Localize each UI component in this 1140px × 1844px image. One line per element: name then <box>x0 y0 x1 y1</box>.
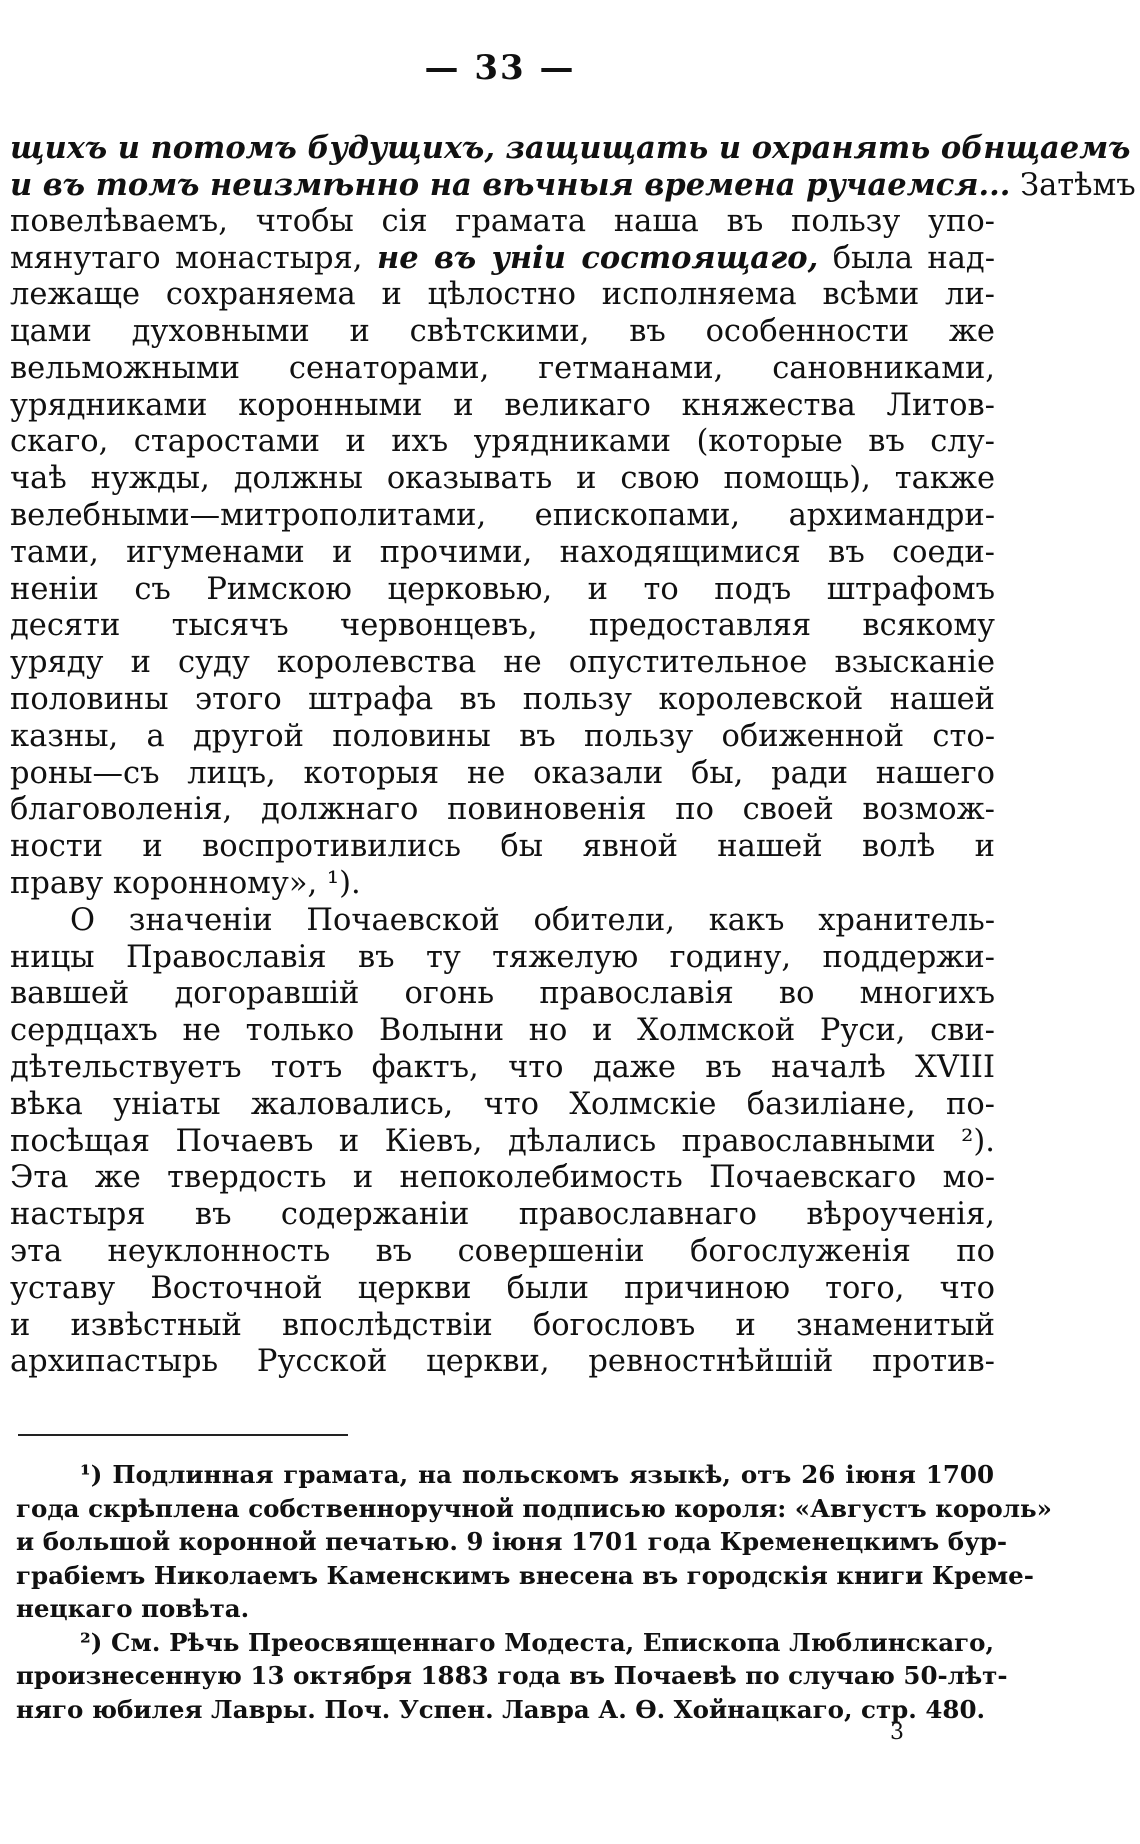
text-segment: Эта же твердость и непоколебимость Почаевскаго мо- <box>10 1160 995 1196</box>
emphasized-text: и въ томъ неизмѣнно на вѣчныя времена ручаемся... <box>10 166 1011 203</box>
text-line <box>10 1050 995 1087</box>
text-line <box>10 940 995 977</box>
text-segment: и извѣстный впослѣдствіи богословъ и знаменитый <box>10 1307 995 1343</box>
text-segment: половины этого штрафа въ пользу королевской нашей <box>10 681 995 717</box>
text-segment: казны, а другой половины въ пользу обиженной сто- <box>10 718 995 754</box>
text-line <box>10 1234 995 1271</box>
emphasized-text: щихъ и потомъ будущихъ, защищать и охранять обнщаемъ <box>10 130 1131 166</box>
text-line <box>10 204 995 241</box>
text-segment: чаѣ нужды, должны оказывать и свою помощь), также <box>10 461 995 497</box>
text-segment: ницы Православія въ ту тяжелую годину, поддержи- <box>10 939 995 975</box>
text-line <box>10 756 995 793</box>
text-segment: благоволенія, должнаго повиновенія по своей возмож- <box>10 792 995 828</box>
text-line <box>10 1344 995 1381</box>
footnote-line: произнесенную 13 октября 1883 года въ Почаевѣ по случаю 50-лѣт- <box>16 1661 1008 1690</box>
text-segment: эта неуклонность въ совершеніи богослуженія по <box>10 1233 995 1269</box>
text-segment: сердцахъ не только Волыни но и Холмской Руси, сви- <box>10 1013 995 1049</box>
text-segment: праву коронному», ¹). <box>10 865 361 901</box>
text-line <box>10 1271 995 1308</box>
footnote-line: ¹) Подлинная грамата, на польскомъ языкѣ, отъ 26 іюня 1700 <box>80 1460 994 1489</box>
text-line <box>10 572 995 609</box>
text-segment: архипастырь Русской церкви, ревностнѣйшій против- <box>10 1344 995 1380</box>
text-segment: Затѣмъ <box>1010 167 1136 203</box>
text-line <box>10 314 995 351</box>
text-line <box>10 903 995 940</box>
text-line <box>10 682 995 719</box>
text-line <box>10 866 995 903</box>
text-line <box>10 645 995 682</box>
text-line <box>10 388 995 425</box>
text-segment: вельможными сенаторами, гетманами, сановниками, <box>10 350 995 386</box>
text-line <box>10 1124 995 1161</box>
main-text <box>10 130 1136 1381</box>
text-line <box>10 1197 995 1234</box>
footnote-line: года скрѣплена собственноручной подписью короля: «Августъ король» <box>16 1493 1052 1523</box>
text-line <box>10 461 995 498</box>
text-segment: вавшей догоравшій огонь православія во многихъ <box>10 976 995 1012</box>
text-line <box>10 792 995 829</box>
footnote-line: грабіемъ Николаемъ Каменскимъ внесена въ городскія книги Креме- <box>16 1560 1034 1590</box>
text-segment: была над- <box>818 241 995 277</box>
text-segment: настыря въ содержаніи православнаго вѣроученія, <box>10 1197 995 1233</box>
text-segment: велебными—митрополитами, епископами, архимандри- <box>10 497 995 533</box>
text-line <box>10 1013 995 1050</box>
text-segment: дѣтельствуетъ тотъ фактъ, что даже въ началѣ XVIII <box>10 1049 995 1085</box>
text-segment: О значеніи Почаевской обители, какъ хранитель- <box>70 902 995 938</box>
text-segment: десяти тысячъ червонцевъ, предоставляя всякому <box>10 608 995 644</box>
footnote-line: нецкаго повѣта. <box>16 1594 250 1623</box>
text-segment: неніи съ Римскою церковью, и то подъ штрафомъ <box>10 571 995 607</box>
text-line <box>10 535 995 572</box>
text-line <box>10 498 995 535</box>
footnote-line: и большой коронной печатью. 9 іюня 1701 года Кременецкимъ бур- <box>16 1527 1008 1556</box>
text-line <box>10 166 1136 204</box>
text-line <box>10 351 995 388</box>
footnote-line: няго юбилея Лавры. Поч. Успен. Лавра А. Ѳ. Хойнацкаго, стр. 480. <box>16 1694 986 1724</box>
text-segment: роны—съ лицъ, которыя не оказали бы, ради нашего <box>10 755 995 791</box>
text-line <box>10 608 995 645</box>
emphasized-text: не въ уніи состоящаго, <box>376 240 819 277</box>
text-line <box>10 240 995 277</box>
text-line <box>10 424 995 461</box>
text-line <box>10 1087 995 1124</box>
text-segment: урядниками коронными и великаго княжества Литов- <box>10 387 995 423</box>
text-line <box>10 1160 995 1197</box>
text-segment: уставу Восточной церкви были причиною того, что <box>10 1270 995 1306</box>
text-segment: лежаще сохраняема и цѣлостно исполняема всѣми ли- <box>10 277 995 313</box>
text-segment: вѣка уніаты жаловались, что Холмскіе базиліане, по- <box>10 1086 995 1122</box>
text-segment: посѣщая Почаевъ и Кіевъ, дѣлались православными ²). <box>10 1123 995 1159</box>
text-segment: цами духовными и свѣтскими, въ особенности же <box>10 313 995 349</box>
text-segment: повелѣваемъ, чтобы сія грамата наша въ пользу упо- <box>10 203 995 239</box>
footnote-line: ²) См. Рѣчь Преосвященнаго Модеста, Епископа Люблинскаго, <box>80 1627 994 1657</box>
page-number: — 33 — <box>424 48 576 88</box>
footnote-separator <box>18 1434 348 1436</box>
text-line <box>10 1308 995 1345</box>
text-segment: ности и воспротивились бы явной нашей волѣ и <box>10 829 995 865</box>
text-line <box>10 277 995 314</box>
text-line <box>10 976 995 1013</box>
text-line <box>10 130 1131 167</box>
text-line <box>10 719 995 756</box>
text-segment: тами, игуменами и прочими, находящимися въ соеди- <box>10 534 995 570</box>
text-segment: уряду и суду королевства не опустительное взысканіе <box>10 645 995 681</box>
footnotes <box>16 1458 1052 1726</box>
text-line <box>10 829 995 866</box>
printer-signature-mark: 3 <box>890 1720 904 1745</box>
text-segment: скаго, старостами и ихъ урядниками (которые въ слу- <box>10 424 995 460</box>
text-segment: мянутаго монастыря, <box>10 241 377 277</box>
